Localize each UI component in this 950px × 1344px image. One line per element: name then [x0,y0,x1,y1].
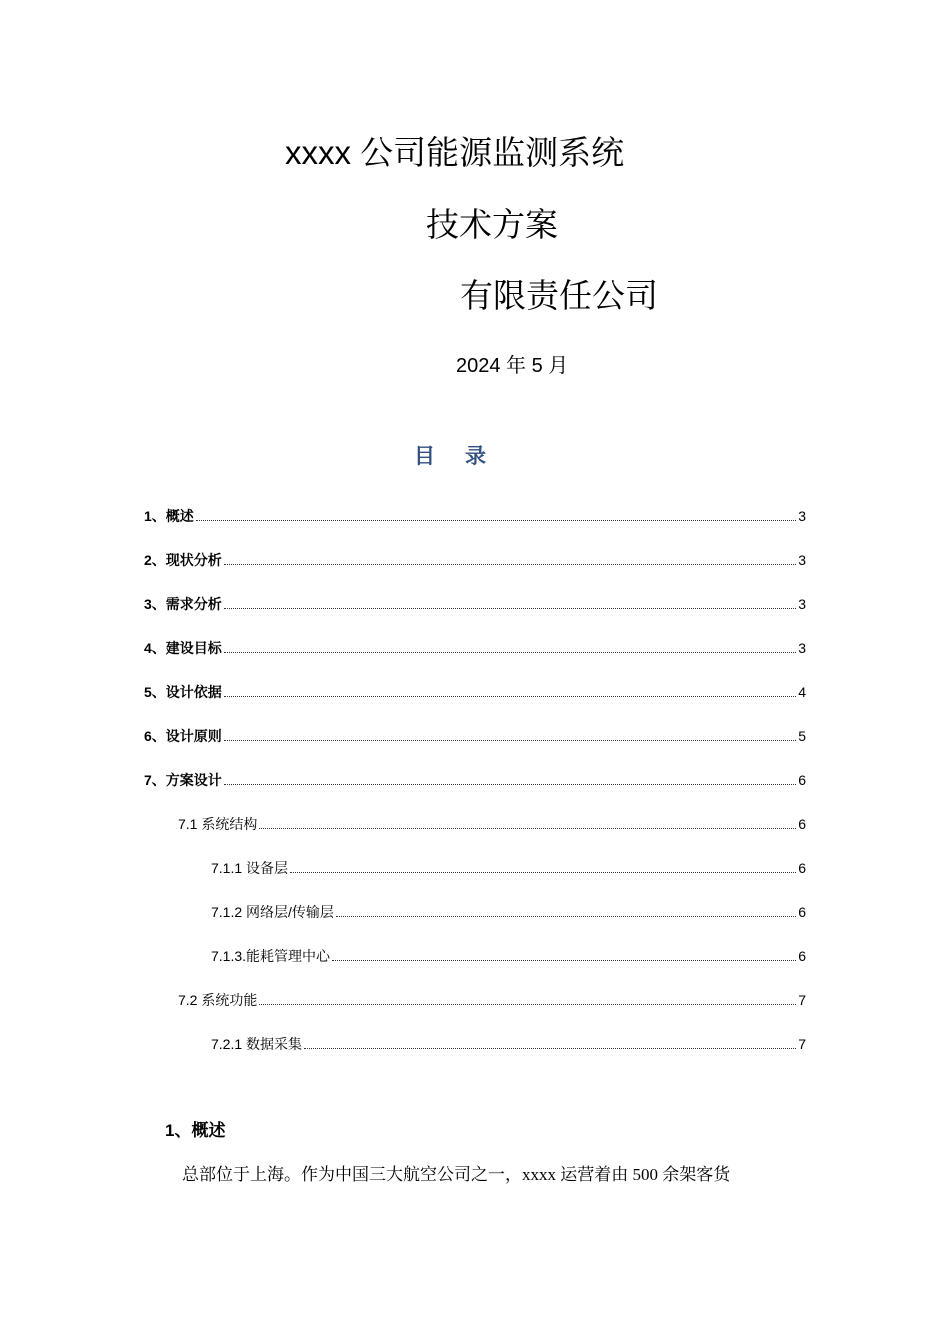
toc-entry-label: 7.2 系统功能 [178,992,258,1008]
toc-page-number: 6 [798,816,806,832]
document-date: 2024 年 5 月 [456,355,569,377]
toc-leader-dots [290,872,796,873]
toc-leader-dots [224,652,796,653]
toc-entry-label: 7.1.2 网络层/传输层 [211,904,334,920]
toc-page-number: 7 [798,1036,806,1052]
section-heading: 1、概述 [165,1121,226,1140]
toc-entry-7-1[interactable] [178,811,806,833]
toc-entry-label: 7、方案设计 [144,772,222,788]
toc-leader-dots [224,696,796,697]
toc-leader-dots [224,608,796,609]
toc-leader-dots [224,564,796,565]
toc-entry-label: 7.1.3.能耗管理中心 [211,948,331,964]
toc-page-number: 7 [798,992,806,1008]
toc-entry-label: 7.1 系统结构 [178,816,258,832]
toc-leader-dots [224,784,796,785]
toc-entry-1[interactable] [144,503,806,525]
toc-entry-label: 2、现状分析 [144,552,222,568]
toc-page-number: 6 [798,772,806,788]
toc-leader-dots [259,1004,796,1005]
toc-entry-7-1-2[interactable] [211,899,806,921]
toc-page-number: 6 [798,860,806,876]
toc-entry-3[interactable] [144,591,806,613]
toc-heading: 目录 [414,445,516,468]
toc-entry-2[interactable] [144,547,806,569]
toc-entry-label: 4、建设目标 [144,640,222,656]
toc-entry-7-2[interactable] [178,987,806,1009]
toc-page-number: 3 [798,552,806,568]
toc-page-number: 4 [798,684,806,700]
toc-entry-7-1-1[interactable] [211,855,806,877]
toc-entry-label: 7.2.1 数据采集 [211,1036,303,1052]
toc-entry-label: 5、设计依据 [144,684,222,700]
company-name: 有限责任公司 [460,277,658,314]
toc-leader-dots [336,916,796,917]
toc-page-number: 3 [798,596,806,612]
toc-leader-dots [304,1048,796,1049]
toc-entry-7[interactable] [144,767,806,789]
toc-entry-5[interactable] [144,679,806,701]
toc-entry-6[interactable] [144,723,806,745]
toc-entry-7-1-3[interactable] [211,943,806,965]
toc-entry-label: 1、概述 [144,508,194,524]
toc-leader-dots [332,960,796,961]
document-title-line1: xxxx 公司能源监测系统 [285,134,625,171]
toc-entry-label: 6、设计原则 [144,728,222,744]
section-body-text: 总部位于上海。作为中国三大航空公司之一，xxxx 运营着由 500 余架客货 [182,1165,731,1184]
toc-page-number: 3 [798,508,806,524]
toc-leader-dots [196,520,796,521]
document-title-line2: 技术方案 [426,206,558,243]
toc-page-number: 3 [798,640,806,656]
toc-page-number: 6 [798,948,806,964]
toc-entry-7-2-1[interactable] [211,1031,806,1053]
toc-entry-4[interactable] [144,635,806,657]
toc-entry-label: 3、需求分析 [144,596,222,612]
toc-page-number: 6 [798,904,806,920]
toc-entry-label: 7.1.1 设备层 [211,860,289,876]
toc-leader-dots [224,740,796,741]
toc-page-number: 5 [798,728,806,744]
toc-leader-dots [259,828,796,829]
